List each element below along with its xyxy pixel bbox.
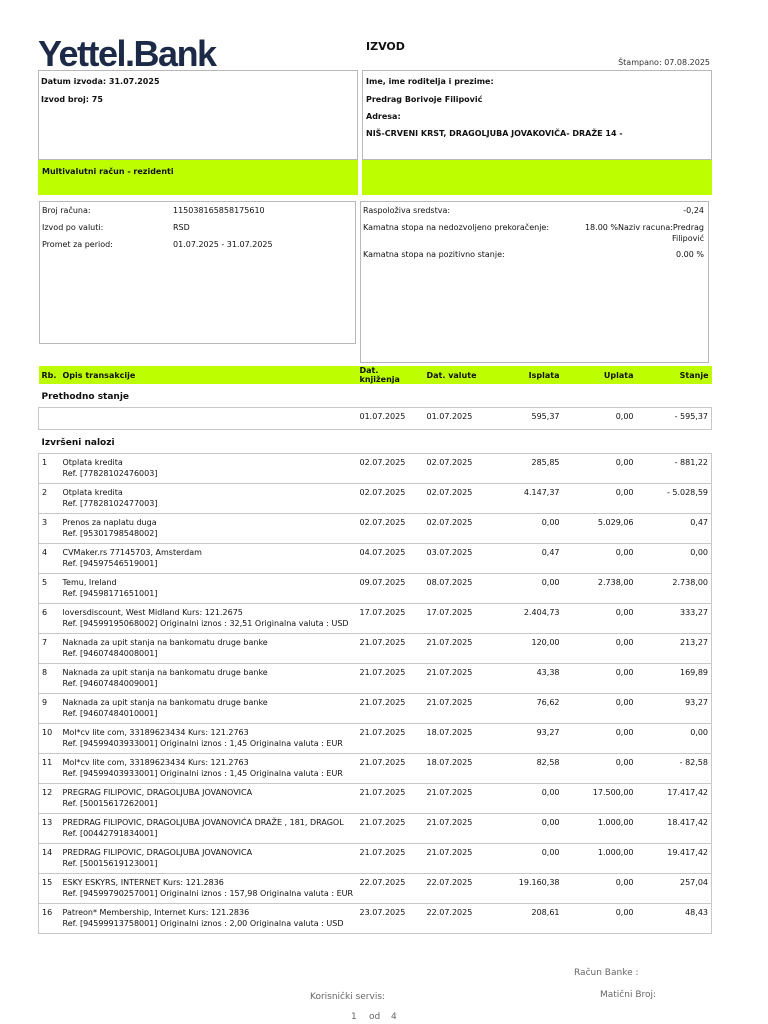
transaction-title: PREGRAG FILIPOVIC, DRAGOLJUBA JOVANOVICA	[62, 788, 253, 797]
transaction-title: Mol*cv lite com, 33189623434 Kurs: 121.2763	[62, 758, 249, 767]
outflow-amount: 0,00	[485, 814, 563, 844]
balance-amount: 18.417,42	[637, 814, 712, 844]
outflow-amount: 82,58	[485, 754, 563, 784]
transaction-title: loversdiscount, West Midland Kurs: 121.2675	[62, 608, 243, 617]
balance-amount: 169,89	[637, 664, 712, 694]
document-title: IZVOD	[366, 40, 405, 53]
booking-date: 21.07.2025	[357, 754, 424, 784]
overdraft-rate-label: Kamatna stopa na nedozvoljeno prekoračenje:	[363, 223, 550, 232]
inflow-amount: 1.000,00	[563, 844, 637, 874]
balance-amount: 333,27	[637, 604, 712, 634]
balance-info-box	[360, 201, 709, 363]
outflow-amount: 0,00	[485, 784, 563, 814]
row-number: 5	[39, 574, 60, 604]
booking-date: 02.07.2025	[357, 514, 424, 544]
inflow-amount: 0,00	[563, 754, 637, 784]
balance-amount: - 5.028,59	[637, 484, 712, 514]
transaction-reference: Ref. [94597546519001]	[62, 559, 158, 568]
row-number: 2	[39, 484, 60, 514]
transaction-title: Temu, Ireland	[62, 578, 117, 587]
transaction-title: Naknada za upit stanja na bankomatu druge banke	[62, 668, 268, 677]
transaction-title: Naknada za upit stanja na bankomatu druge banke	[62, 638, 268, 647]
booking-date: 09.07.2025	[357, 574, 424, 604]
available-funds-label: Raspoloživa sredstva:	[363, 206, 451, 215]
inflow-amount: 5.029,06	[563, 514, 637, 544]
balance-amount: 19.417,42	[637, 844, 712, 874]
transaction-reference: Ref. [77828102477003]	[62, 499, 158, 508]
table-row	[39, 904, 712, 934]
booking-date: 23.07.2025	[357, 904, 424, 934]
previous-value-date: 01.07.2025	[424, 408, 485, 430]
balance-amount: 48,43	[637, 904, 712, 934]
transaction-reference: Ref. [94607484008001]	[62, 649, 158, 658]
outflow-amount: 120,00	[485, 634, 563, 664]
available-funds: -0,24	[683, 206, 704, 215]
row-description	[60, 874, 357, 904]
table-row	[39, 724, 712, 754]
page-current: 1	[351, 1012, 357, 1022]
row-description	[60, 634, 357, 664]
table-row	[39, 544, 712, 574]
transaction-reference: Ref. [94599403933001] Originalni iznos : 1,45 Originalna valuta : EUR	[62, 769, 343, 778]
booking-date: 21.07.2025	[357, 844, 424, 874]
statement-date: Datum izvoda: 31.07.2025	[41, 77, 160, 86]
transaction-title: CVMaker.rs 77145703, Amsterdam	[62, 548, 202, 557]
value-date: 18.07.2025	[424, 724, 485, 754]
inflow-amount: 0,00	[563, 904, 637, 934]
transaction-reference: Ref. [94599913758001] Originalni iznos : 2,00 Originalna valuta : USD	[62, 919, 344, 928]
balance-amount: 93,27	[637, 694, 712, 724]
transaction-title: Otplata kredita	[62, 488, 123, 497]
row-description	[60, 904, 357, 934]
transaction-title: Mol*cv lite com, 33189623434 Kurs: 121.2763	[62, 728, 249, 737]
value-date: 08.07.2025	[424, 574, 485, 604]
bank-logo: Yettel.Bank	[38, 33, 216, 74]
row-description	[60, 544, 357, 574]
table-row	[39, 604, 712, 634]
outflow-amount: 4.147,37	[485, 484, 563, 514]
customer-service-label: Korisnički servis:	[310, 992, 386, 1002]
row-description	[60, 454, 357, 484]
balance-amount: - 881,22	[637, 454, 712, 484]
inflow-amount: 0,00	[563, 724, 637, 754]
transaction-reference: Ref. [94599403933001] Originalni iznos : 1,45 Originalna valuta : EUR	[62, 739, 343, 748]
balance-amount: 2.738,00	[637, 574, 712, 604]
table-row	[39, 634, 712, 664]
client-name: Predrag Borivoje Filipović	[366, 95, 483, 104]
overdraft-rate: 18.00 %Naziv racuna:Predrag	[584, 223, 704, 232]
row-number: 13	[39, 814, 60, 844]
row-description	[60, 514, 357, 544]
transaction-reference: Ref. [94598171651001]	[62, 589, 158, 598]
booking-date: 21.07.2025	[357, 664, 424, 694]
registration-number-label: Matični Broj:	[600, 990, 657, 1000]
value-date: 21.07.2025	[424, 814, 485, 844]
client-name-label: Ime, ime roditelja i prezime:	[366, 77, 494, 86]
statement-info-box	[38, 70, 358, 160]
period-label: Promet za period:	[42, 240, 113, 249]
balance-amount: 213,27	[637, 634, 712, 664]
previous-inflow: 0,00	[563, 408, 637, 430]
booking-date: 02.07.2025	[357, 454, 424, 484]
transaction-reference: Ref. [94599790257001] Originalni iznos : 157,98 Originalna valuta : EUR	[62, 889, 354, 898]
row-number: 4	[39, 544, 60, 574]
period: 01.07.2025 - 31.07.2025	[173, 240, 273, 249]
table-row	[39, 844, 712, 874]
client-address: NIŠ-CRVENI KRST, DRAGOLJUBA JOVAKOVIČA- DRAŽE 14 -	[366, 129, 623, 138]
value-date: 02.07.2025	[424, 514, 485, 544]
inflow-amount: 0,00	[563, 634, 637, 664]
balance-amount: 0,47	[637, 514, 712, 544]
row-description	[60, 484, 357, 514]
inflow-amount: 0,00	[563, 604, 637, 634]
account-number-label: Broj računa:	[42, 206, 91, 215]
row-number: 11	[39, 754, 60, 784]
balance-amount: 0,00	[637, 544, 712, 574]
table-row	[39, 664, 712, 694]
row-number: 3	[39, 514, 60, 544]
previous-booking-date: 01.07.2025	[357, 408, 424, 430]
inflow-amount: 0,00	[563, 454, 637, 484]
inflow-amount: 0,00	[563, 484, 637, 514]
currency-label: Izvod po valuti:	[42, 223, 104, 232]
transaction-reference: Ref. [95301798548002]	[62, 529, 158, 538]
row-number: 6	[39, 604, 60, 634]
transaction-reference: Ref. [94607484009001]	[62, 679, 158, 688]
row-number: 7	[39, 634, 60, 664]
outflow-amount: 0,00	[485, 514, 563, 544]
transaction-reference: Ref. [50015617262001]	[62, 799, 158, 808]
booking-date: 02.07.2025	[357, 484, 424, 514]
transaction-reference: Ref. [77828102476003]	[62, 469, 158, 478]
outflow-amount: 43,38	[485, 664, 563, 694]
booking-date: 21.07.2025	[357, 694, 424, 724]
outflow-amount: 2.404,73	[485, 604, 563, 634]
row-number: 12	[39, 784, 60, 814]
row-description	[60, 724, 357, 754]
value-date: 21.07.2025	[424, 634, 485, 664]
value-date: 21.07.2025	[424, 694, 485, 724]
transaction-reference: Ref. [50015619123001]	[62, 859, 158, 868]
value-date: 21.07.2025	[424, 784, 485, 814]
positive-rate: 0.00 %	[676, 250, 704, 259]
account-type: Multivalutni račun - rezidenti	[42, 167, 174, 176]
booking-date: 04.07.2025	[357, 544, 424, 574]
value-date: 18.07.2025	[424, 754, 485, 784]
row-number: 10	[39, 724, 60, 754]
row-description	[60, 814, 357, 844]
outflow-amount: 285,85	[485, 454, 563, 484]
value-date: 17.07.2025	[424, 604, 485, 634]
row-description	[60, 694, 357, 724]
currency: RSD	[173, 223, 190, 232]
printed-date: Štampano: 07.08.2025	[618, 58, 710, 67]
outflow-amount: 93,27	[485, 724, 563, 754]
table-row	[39, 484, 712, 514]
row-number: 1	[39, 454, 60, 484]
value-date: 21.07.2025	[424, 664, 485, 694]
table-row	[39, 784, 712, 814]
col-outflow: Isplata	[485, 366, 563, 384]
transaction-title: PREDRAG FILIPOVIC, DRAGOLJUBA JOVANOVICA	[62, 848, 253, 857]
inflow-amount: 0,00	[563, 664, 637, 694]
col-inflow: Uplata	[563, 366, 637, 384]
col-balance: Stanje	[637, 366, 712, 384]
row-number: 14	[39, 844, 60, 874]
balance-amount: 0,00	[637, 724, 712, 754]
inflow-amount: 17.500,00	[563, 784, 637, 814]
transaction-reference: Ref. [94599195068002] Originalni iznos : 32,51 Originalna valuta : USD	[62, 619, 349, 628]
inflow-amount: 1.000,00	[563, 814, 637, 844]
booking-date: 21.07.2025	[357, 724, 424, 754]
outflow-amount: 208,61	[485, 904, 563, 934]
row-description	[60, 604, 357, 634]
transactions-table	[38, 366, 712, 934]
row-description	[60, 784, 357, 814]
value-date: 02.07.2025	[424, 484, 485, 514]
outflow-amount: 0,00	[485, 574, 563, 604]
row-description	[60, 754, 357, 784]
outflow-amount: 0,47	[485, 544, 563, 574]
transaction-title: Otplata kredita	[62, 458, 123, 467]
balance-amount: 17.417,42	[637, 784, 712, 814]
client-info-box	[362, 70, 712, 160]
table-row	[39, 454, 712, 484]
executed-orders-heading: Izvršeni nalozi	[41, 438, 115, 448]
row-description	[60, 844, 357, 874]
booking-date: 22.07.2025	[357, 874, 424, 904]
statement-number: Izvod broj: 75	[41, 95, 103, 104]
table-row	[39, 754, 712, 784]
transaction-title: Patreon* Membership, Internet Kurs: 121.2836	[62, 908, 250, 917]
outflow-amount: 0,00	[485, 844, 563, 874]
inflow-amount: 0,00	[563, 874, 637, 904]
account-name: Filipović	[671, 234, 704, 243]
transaction-title: Naknada za upit stanja na bankomatu druge banke	[62, 698, 268, 707]
transaction-title: ESKY ESKYRS, INTERNET Kurs: 121.2836	[62, 878, 224, 887]
table-row	[39, 694, 712, 724]
outflow-amount: 19.160,38	[485, 874, 563, 904]
transaction-title: PREDRAG FILIPOVIC, DRAGOLJUBA JOVANOVIĆA DRAŽE , 181, DRAGOL	[62, 818, 344, 827]
previous-balance-row	[39, 408, 712, 430]
booking-date: 21.07.2025	[357, 634, 424, 664]
row-description	[60, 664, 357, 694]
col-booking-date: Dat. knjiženja	[357, 366, 424, 384]
balance-amount: - 82,58	[637, 754, 712, 784]
col-description: Opis transakcije	[60, 366, 357, 384]
account-number: 115038165858175610	[173, 206, 265, 215]
value-date: 22.07.2025	[424, 874, 485, 904]
positive-rate-label: Kamatna stopa na pozitivno stanje:	[363, 250, 505, 259]
page-of: od	[369, 1012, 381, 1022]
col-rb: Rb.	[39, 366, 60, 384]
inflow-amount: 0,00	[563, 694, 637, 724]
transaction-reference: Ref. [00442791834001]	[62, 829, 158, 838]
account-type-bar-right	[362, 160, 712, 195]
table-header	[39, 366, 712, 384]
previous-outflow: 595,37	[485, 408, 563, 430]
transaction-title: Prenos za naplatu duga	[62, 518, 157, 527]
previous-balance: - 595,37	[637, 408, 712, 430]
table-row	[39, 514, 712, 544]
inflow-amount: 0,00	[563, 544, 637, 574]
client-address-label: Adresa:	[366, 112, 401, 121]
bank-account-label: Račun Banke :	[574, 968, 639, 978]
table-row	[39, 874, 712, 904]
account-type-bar	[38, 160, 358, 195]
table-row	[39, 574, 712, 604]
row-description	[60, 574, 357, 604]
col-value-date: Dat. valute	[424, 366, 485, 384]
table-row	[39, 814, 712, 844]
account-details-box	[39, 201, 356, 344]
previous-balance-heading: Prethodno stanje	[41, 392, 130, 402]
page-total: 4	[391, 1012, 397, 1022]
value-date: 02.07.2025	[424, 454, 485, 484]
booking-date: 21.07.2025	[357, 814, 424, 844]
balance-amount: 257,04	[637, 874, 712, 904]
row-number: 16	[39, 904, 60, 934]
value-date: 21.07.2025	[424, 844, 485, 874]
inflow-amount: 2.738,00	[563, 574, 637, 604]
booking-date: 17.07.2025	[357, 604, 424, 634]
value-date: 03.07.2025	[424, 544, 485, 574]
row-number: 8	[39, 664, 60, 694]
booking-date: 21.07.2025	[357, 784, 424, 814]
row-number: 9	[39, 694, 60, 724]
transaction-reference: Ref. [94607484010001]	[62, 709, 158, 718]
row-number: 15	[39, 874, 60, 904]
value-date: 22.07.2025	[424, 904, 485, 934]
outflow-amount: 76,62	[485, 694, 563, 724]
